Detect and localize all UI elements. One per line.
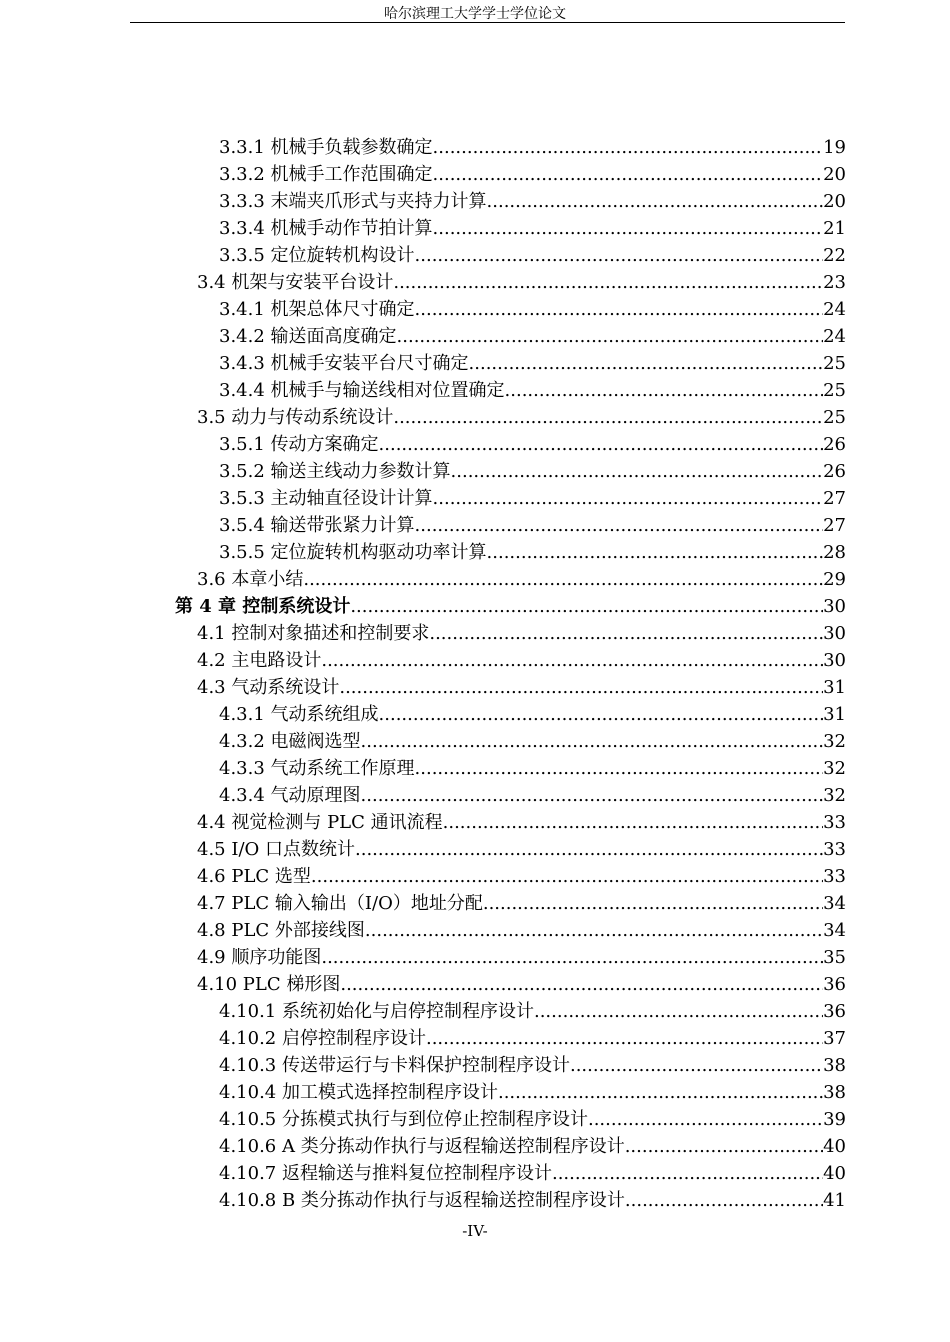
toc-leader-dots xyxy=(443,812,823,834)
toc-entry-title: 4.7 PLC 输入输出（I/O）地址分配 xyxy=(197,893,483,914)
toc-leader-dots xyxy=(625,1136,823,1158)
toc-entry-title: 3.4.3 机械手安装平台尺寸确定 xyxy=(219,353,469,374)
toc-entry[interactable] xyxy=(219,132,846,159)
toc-entry-title: 4.2 主电路设计 xyxy=(197,650,322,671)
toc-entry-title: 3.3.3 末端夹爪形式与夹持力计算 xyxy=(219,191,487,212)
toc-entry-page: 36 xyxy=(823,1001,846,1022)
toc-leader-dots xyxy=(487,542,824,564)
toc-entry-title: 4.3.4 气动原理图 xyxy=(219,785,361,806)
toc-leader-dots xyxy=(426,1028,823,1050)
toc-entry[interactable] xyxy=(197,618,846,645)
toc-entry-page: 39 xyxy=(823,1109,846,1130)
toc-leader-dots xyxy=(355,839,823,861)
toc-entry-title: 3.5.3 主动轴直径设计计算 xyxy=(219,488,433,509)
toc-entry[interactable] xyxy=(219,321,846,348)
toc-leader-dots xyxy=(498,1082,823,1104)
toc-entry[interactable] xyxy=(197,834,846,861)
toc-leader-dots xyxy=(379,704,824,726)
toc-entry-page: 27 xyxy=(823,515,846,536)
toc-entry-page: 31 xyxy=(823,704,846,725)
toc-entry-title: 3.4.4 机械手与输送线相对位置确定 xyxy=(219,380,505,401)
page-number: -IV- xyxy=(462,1222,488,1240)
toc-entry-title: 4.10.1 系统初始化与启停控制程序设计 xyxy=(219,1001,534,1022)
toc-leader-dots xyxy=(393,272,823,294)
toc-leader-dots xyxy=(397,326,824,348)
toc-entry[interactable] xyxy=(219,429,846,456)
toc-entry[interactable] xyxy=(219,1158,846,1185)
toc-entry-page: 25 xyxy=(823,353,846,374)
toc-entry-title: 4.10.6 A 类分拣动作执行与返程输送控制程序设计 xyxy=(219,1136,625,1157)
toc-entry[interactable] xyxy=(197,672,846,699)
toc-entry-title: 4.10 PLC 梯形图 xyxy=(197,974,341,995)
running-header: 哈尔滨理工大学学士学位论文 xyxy=(384,6,566,22)
toc-entry-title: 3.6 本章小结 xyxy=(197,569,304,590)
toc-entry-title: 3.3.4 机械手动作节拍计算 xyxy=(219,218,433,239)
toc-entry-page: 41 xyxy=(823,1190,846,1211)
toc-leader-dots xyxy=(534,1001,823,1023)
toc-entry[interactable] xyxy=(219,159,846,186)
toc-entry-page: 34 xyxy=(823,893,846,914)
toc-entry[interactable] xyxy=(197,969,846,996)
toc-entry-page: 29 xyxy=(823,569,846,590)
toc-entry-page: 34 xyxy=(823,920,846,941)
toc-entry[interactable] xyxy=(175,591,846,618)
toc-entry[interactable] xyxy=(219,510,846,537)
toc-entry-title: 4.1 控制对象描述和控制要求 xyxy=(197,623,430,644)
toc-leader-dots xyxy=(433,488,824,510)
toc-entry-page: 30 xyxy=(823,650,846,671)
toc-entry-page: 24 xyxy=(823,299,846,320)
toc-leader-dots xyxy=(451,461,824,483)
toc-entry-title: 3.5.1 传动方案确定 xyxy=(219,434,379,455)
toc-leader-dots xyxy=(415,299,824,321)
toc-entry[interactable] xyxy=(219,1077,846,1104)
toc-entry-page: 40 xyxy=(823,1163,846,1184)
toc-entry-title: 4.10.7 返程输送与推料复位控制程序设计 xyxy=(219,1163,552,1184)
toc-entry-page: 36 xyxy=(823,974,846,995)
toc-entry[interactable] xyxy=(219,1023,846,1050)
toc-leader-dots xyxy=(570,1055,823,1077)
toc-entry-title: 4.3.1 气动系统组成 xyxy=(219,704,379,725)
toc-leader-dots xyxy=(469,353,824,375)
toc-leader-dots xyxy=(487,191,824,213)
toc-entry-page: 26 xyxy=(823,434,846,455)
toc-entry-page: 38 xyxy=(823,1055,846,1076)
toc-leader-dots xyxy=(339,677,823,699)
toc-entry-title: 3.5 动力与传动系统设计 xyxy=(197,407,394,428)
toc-leader-dots xyxy=(321,947,823,969)
toc-entry-title: 4.10.3 传送带运行与卡料保护控制程序设计 xyxy=(219,1055,570,1076)
toc-entry-page: 25 xyxy=(823,380,846,401)
toc-entry[interactable] xyxy=(219,456,846,483)
toc-entry-page: 31 xyxy=(823,677,846,698)
toc-entry-page: 23 xyxy=(823,272,846,293)
toc-entry-title: 3.5.5 定位旋转机构驱动功率计算 xyxy=(219,542,487,563)
toc-entry[interactable] xyxy=(219,348,846,375)
toc-leader-dots xyxy=(625,1190,823,1212)
toc-entry[interactable] xyxy=(219,726,846,753)
toc-entry-page: 32 xyxy=(823,731,846,752)
toc-leader-dots xyxy=(303,569,823,591)
toc-leader-dots xyxy=(433,164,824,186)
toc-leader-dots xyxy=(415,758,824,780)
toc-entry[interactable] xyxy=(197,915,846,942)
toc-entry-title: 3.4.2 输送面高度确定 xyxy=(219,326,397,347)
toc-entry[interactable] xyxy=(219,699,846,726)
toc-entry-page: 30 xyxy=(823,596,846,617)
toc-entry[interactable] xyxy=(197,807,846,834)
toc-entry[interactable] xyxy=(219,213,846,240)
toc-entry[interactable] xyxy=(219,1185,846,1212)
toc-leader-dots xyxy=(361,731,824,753)
toc-entry-page: 37 xyxy=(823,1028,846,1049)
toc-entry[interactable] xyxy=(219,375,846,402)
toc-entry-page: 35 xyxy=(823,947,846,968)
toc-entry-title: 3.3.1 机械手负载参数确定 xyxy=(219,137,433,158)
toc-entry[interactable] xyxy=(197,888,846,915)
toc-leader-dots xyxy=(415,245,824,267)
toc-entry-title: 4.8 PLC 外部接线图 xyxy=(197,920,365,941)
toc-entry-title: 3.4.1 机架总体尺寸确定 xyxy=(219,299,415,320)
toc-entry-title: 3.3.5 定位旋转机构设计 xyxy=(219,245,415,266)
toc-entry-page: 24 xyxy=(823,326,846,347)
toc-entry[interactable] xyxy=(197,645,846,672)
toc-entry-page: 21 xyxy=(823,218,846,239)
toc-entry[interactable] xyxy=(219,1104,846,1131)
toc-leader-dots xyxy=(483,893,823,915)
toc-entry-title: 4.3.3 气动系统工作原理 xyxy=(219,758,415,779)
toc-entry-title: 4.10.4 加工模式选择控制程序设计 xyxy=(219,1082,498,1103)
toc-entry-title: 4.3 气动系统设计 xyxy=(197,677,340,698)
toc-entry-page: 26 xyxy=(823,461,846,482)
toc-entry[interactable] xyxy=(219,240,846,267)
toc-entry-page: 27 xyxy=(823,488,846,509)
toc-entry-page: 33 xyxy=(823,839,846,860)
toc-leader-dots xyxy=(340,974,823,996)
toc-entry-page: 33 xyxy=(823,812,846,833)
toc-entry-title: 4.3.2 电磁阀选型 xyxy=(219,731,361,752)
toc-leader-dots xyxy=(415,515,824,537)
toc-entry-page: 20 xyxy=(823,164,846,185)
toc-entry[interactable] xyxy=(219,294,846,321)
toc-leader-dots xyxy=(505,380,824,402)
toc-entry-page: 19 xyxy=(823,137,846,158)
toc-leader-dots xyxy=(321,650,823,672)
toc-entry-page: 33 xyxy=(823,866,846,887)
toc-entry-title: 第 4 章 控制系统设计 xyxy=(175,596,351,617)
toc-entry-title: 3.4 机架与安装平台设计 xyxy=(197,272,394,293)
toc-entry[interactable] xyxy=(219,1050,846,1077)
toc-entry[interactable] xyxy=(219,186,846,213)
toc-entry-title: 4.10.5 分拣模式执行与到位停止控制程序设计 xyxy=(219,1109,588,1130)
toc-entry[interactable] xyxy=(197,942,846,969)
toc-entry[interactable] xyxy=(219,996,846,1023)
toc-entry-page: 30 xyxy=(823,623,846,644)
toc-entry-page: 22 xyxy=(823,245,846,266)
toc-entry-title: 3.5.4 输送带张紧力计算 xyxy=(219,515,415,536)
toc-entry-title: 3.5.2 输送主线动力参数计算 xyxy=(219,461,451,482)
toc-leader-dots xyxy=(588,1109,823,1131)
toc-entry[interactable] xyxy=(219,780,846,807)
toc-entry-title: 4.10.2 启停控制程序设计 xyxy=(219,1028,426,1049)
toc-entry[interactable] xyxy=(219,483,846,510)
toc-entry[interactable] xyxy=(219,753,846,780)
header-rule xyxy=(130,22,845,23)
toc-entry-page: 28 xyxy=(823,542,846,563)
toc-entry-page: 38 xyxy=(823,1082,846,1103)
toc-entry-title: 4.5 I/O 口点数统计 xyxy=(197,839,356,860)
toc-entry-title: 4.4 视觉检测与 PLC 通讯流程 xyxy=(197,812,443,833)
toc-entry-page: 25 xyxy=(823,407,846,428)
toc-leader-dots xyxy=(433,218,824,240)
toc-entry[interactable] xyxy=(219,537,846,564)
toc-leader-dots xyxy=(361,785,824,807)
toc-leader-dots xyxy=(365,920,823,942)
toc-entry[interactable] xyxy=(197,861,846,888)
toc-leader-dots xyxy=(350,596,823,618)
toc-entry[interactable] xyxy=(219,1131,846,1158)
toc-entry-page: 32 xyxy=(823,785,846,806)
toc-entry[interactable] xyxy=(197,564,846,591)
toc-leader-dots xyxy=(379,434,824,456)
toc-entry-title: 3.3.2 机械手工作范围确定 xyxy=(219,164,433,185)
toc-entry-title: 4.9 顺序功能图 xyxy=(197,947,322,968)
toc-leader-dots xyxy=(429,623,823,645)
toc-leader-dots xyxy=(552,1163,823,1185)
toc-leader-dots xyxy=(311,866,823,888)
toc-leader-dots xyxy=(433,137,824,159)
toc-entry[interactable] xyxy=(197,402,846,429)
toc-entry-page: 20 xyxy=(823,191,846,212)
toc-entry[interactable] xyxy=(197,267,846,294)
toc-entry-title: 4.6 PLC 选型 xyxy=(197,866,311,887)
toc-entry-page: 32 xyxy=(823,758,846,779)
toc-entry-page: 40 xyxy=(823,1136,846,1157)
toc-leader-dots xyxy=(393,407,823,429)
toc-entry-title: 4.10.8 B 类分拣动作执行与返程输送控制程序设计 xyxy=(219,1190,625,1211)
